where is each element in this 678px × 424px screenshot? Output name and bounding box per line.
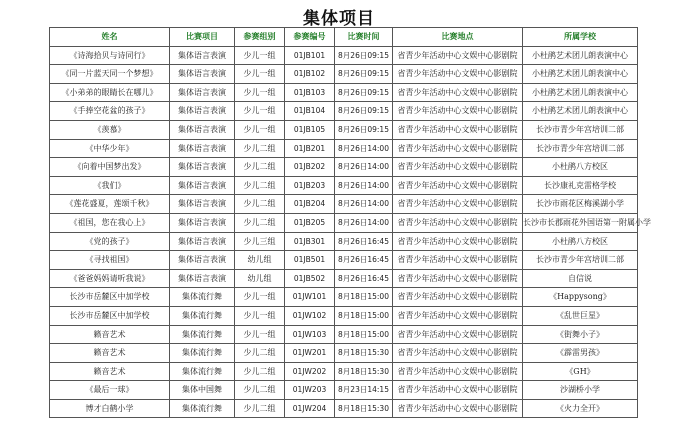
cell-school: 小杜鹃艺术团儿朗表演中心 — [523, 65, 638, 84]
cell-time: 8月26日09:15 — [335, 83, 393, 102]
cell-time: 8月18日15:30 — [335, 344, 393, 363]
cell-name: 《羡慕》 — [50, 120, 170, 139]
cell-group: 少儿一组 — [235, 102, 285, 121]
cell-name: 《莲花盛夏，莲颂千秋》 — [50, 195, 170, 214]
cell-school: 小杜鹃艺术团儿朗表演中心 — [523, 102, 638, 121]
cell-name: 籁音艺术 — [50, 362, 170, 381]
cell-time: 8月26日09:15 — [335, 46, 393, 65]
cell-event: 集体语言表演 — [170, 120, 235, 139]
table-row — [50, 139, 638, 158]
cell-time: 8月26日16:45 — [335, 269, 393, 288]
column-header-number: 参赛编号 — [285, 28, 335, 47]
cell-group: 少儿二组 — [235, 139, 285, 158]
cell-number: 01JB102 — [285, 65, 335, 84]
cell-name: 《最后一球》 — [50, 381, 170, 400]
cell-number: 01JB301 — [285, 232, 335, 251]
cell-time: 8月18日15:00 — [335, 306, 393, 325]
table-row — [50, 381, 638, 400]
cell-venue: 省青少年活动中心文娱中心影剧院 — [393, 176, 523, 195]
cell-number: 01JB205 — [285, 213, 335, 232]
cell-name: 《我们》 — [50, 176, 170, 195]
cell-venue: 省青少年活动中心文娱中心影剧院 — [393, 344, 523, 363]
cell-venue: 省青少年活动中心文娱中心影剧院 — [393, 120, 523, 139]
cell-time: 8月26日16:45 — [335, 232, 393, 251]
cell-venue: 省青少年活动中心文娱中心影剧院 — [393, 83, 523, 102]
cell-time: 8月26日16:45 — [335, 251, 393, 270]
cell-name: 长沙市岳麓区中加学校 — [50, 306, 170, 325]
cell-school: 沙湖桥小学 — [523, 381, 638, 400]
cell-name: 《小弟弟的眼睛长在哪儿》 — [50, 83, 170, 102]
table-row — [50, 269, 638, 288]
cell-venue: 省青少年活动中心文娱中心影剧院 — [393, 251, 523, 270]
cell-venue: 省青少年活动中心文娱中心影剧院 — [393, 102, 523, 121]
table-row — [50, 120, 638, 139]
cell-number: 01JB104 — [285, 102, 335, 121]
cell-venue: 省青少年活动中心文娱中心影剧院 — [393, 399, 523, 418]
cell-school: 自信说 — [523, 269, 638, 288]
cell-time: 8月18日15:30 — [335, 362, 393, 381]
table-row — [50, 288, 638, 307]
table-row — [50, 65, 638, 84]
cell-number: 01JB201 — [285, 139, 335, 158]
cell-name: 《寻找祖国》 — [50, 251, 170, 270]
cell-school: 长沙康礼克雷格学校 — [523, 176, 638, 195]
cell-time: 8月26日09:15 — [335, 120, 393, 139]
cell-name: 籁音艺术 — [50, 325, 170, 344]
cell-name: 《手捧空花盆的孩子》 — [50, 102, 170, 121]
cell-venue: 省青少年活动中心文娱中心影剧院 — [393, 213, 523, 232]
cell-number: 01JW204 — [285, 399, 335, 418]
column-header-school: 所属学校 — [523, 28, 638, 47]
cell-number: 01JW201 — [285, 344, 335, 363]
cell-venue: 省青少年活动中心文娱中心影剧院 — [393, 139, 523, 158]
cell-name: 长沙市岳麓区中加学校 — [50, 288, 170, 307]
results-table — [49, 27, 651, 418]
cell-event: 集体流行舞 — [170, 344, 235, 363]
table-row — [50, 362, 638, 381]
cell-event: 集体流行舞 — [170, 288, 235, 307]
cell-number: 01JB501 — [285, 251, 335, 270]
cell-group: 少儿二组 — [235, 176, 285, 195]
cell-event: 集体语言表演 — [170, 102, 235, 121]
column-header-time: 比赛时间 — [335, 28, 393, 47]
cell-number: 01JB103 — [285, 83, 335, 102]
cell-number: 01JB204 — [285, 195, 335, 214]
table-row — [50, 344, 638, 363]
cell-group: 少儿一组 — [235, 325, 285, 344]
cell-time: 8月26日14:00 — [335, 176, 393, 195]
cell-event: 集体语言表演 — [170, 176, 235, 195]
cell-event: 集体语言表演 — [170, 139, 235, 158]
cell-number: 01JW102 — [285, 306, 335, 325]
cell-group: 幼儿组 — [235, 251, 285, 270]
cell-school: 《乱世巨星》 — [523, 306, 638, 325]
table-header-row — [50, 28, 638, 47]
cell-venue: 省青少年活动中心文娱中心影剧院 — [393, 232, 523, 251]
cell-group: 少儿一组 — [235, 288, 285, 307]
table-row — [50, 306, 638, 325]
cell-event: 集体流行舞 — [170, 306, 235, 325]
cell-school: 《街舞小子》 — [523, 325, 638, 344]
cell-school: 长沙市长郡雨花外国语第一附属小学 — [523, 213, 638, 232]
cell-time: 8月26日14:00 — [335, 195, 393, 214]
cell-event: 集体语言表演 — [170, 232, 235, 251]
cell-school: 小杜鹃八方校区 — [523, 158, 638, 177]
cell-number: 01JB502 — [285, 269, 335, 288]
cell-group: 少儿二组 — [235, 158, 285, 177]
column-header-name: 姓名 — [50, 28, 170, 47]
table-row — [50, 232, 638, 251]
cell-name: 籁音艺术 — [50, 344, 170, 363]
cell-venue: 省青少年活动中心文娱中心影剧院 — [393, 269, 523, 288]
cell-group: 少儿一组 — [235, 306, 285, 325]
cell-name: 《同一片蓝天同一个梦想》 — [50, 65, 170, 84]
cell-venue: 省青少年活动中心文娱中心影剧院 — [393, 46, 523, 65]
table-row — [50, 102, 638, 121]
cell-event: 集体语言表演 — [170, 65, 235, 84]
table-row — [50, 213, 638, 232]
cell-venue: 省青少年活动中心文娱中心影剧院 — [393, 65, 523, 84]
cell-group: 幼儿组 — [235, 269, 285, 288]
page-title: 集体项目 — [303, 9, 375, 29]
cell-school: 长沙市青少年宫培训二部 — [523, 139, 638, 158]
cell-number: 01JB202 — [285, 158, 335, 177]
cell-event: 集体中国舞 — [170, 381, 235, 400]
cell-group: 少儿一组 — [235, 120, 285, 139]
table-row — [50, 195, 638, 214]
cell-group: 少儿二组 — [235, 213, 285, 232]
column-header-event: 比赛项目 — [170, 28, 235, 47]
cell-name: 《向着中国梦出发》 — [50, 158, 170, 177]
cell-school: 小杜鹃八方校区 — [523, 232, 638, 251]
cell-name: 《祖国，您在我心上》 — [50, 213, 170, 232]
cell-venue: 省青少年活动中心文娱中心影剧院 — [393, 381, 523, 400]
cell-time: 8月26日14:00 — [335, 139, 393, 158]
table-row — [50, 251, 638, 270]
cell-venue: 省青少年活动中心文娱中心影剧院 — [393, 288, 523, 307]
cell-group: 少儿二组 — [235, 344, 285, 363]
cell-event: 集体流行舞 — [170, 399, 235, 418]
cell-name: 《中华少年》 — [50, 139, 170, 158]
cell-number: 01JB105 — [285, 120, 335, 139]
cell-group: 少儿一组 — [235, 83, 285, 102]
cell-group: 少儿二组 — [235, 362, 285, 381]
table-row — [50, 325, 638, 344]
cell-group: 少儿一组 — [235, 65, 285, 84]
cell-time: 8月26日09:15 — [335, 102, 393, 121]
cell-venue: 省青少年活动中心文娱中心影剧院 — [393, 306, 523, 325]
cell-name: 《诗海拾贝与诗同行》 — [50, 46, 170, 65]
cell-school: 《GH》 — [523, 362, 638, 381]
cell-number: 01JW202 — [285, 362, 335, 381]
table-row — [50, 158, 638, 177]
table-row — [50, 46, 638, 65]
cell-school: 长沙市青少年宫培训二部 — [523, 251, 638, 270]
cell-group: 少儿二组 — [235, 195, 285, 214]
cell-number: 01JB203 — [285, 176, 335, 195]
cell-time: 8月23日14:15 — [335, 381, 393, 400]
cell-time: 8月26日14:00 — [335, 213, 393, 232]
cell-school: 小杜鹃艺术团儿朗表演中心 — [523, 46, 638, 65]
cell-time: 8月18日15:00 — [335, 325, 393, 344]
table-row — [50, 399, 638, 418]
cell-number: 01JW103 — [285, 325, 335, 344]
cell-event: 集体语言表演 — [170, 213, 235, 232]
cell-number: 01JW203 — [285, 381, 335, 400]
cell-name: 《爸爸妈妈请听我说》 — [50, 269, 170, 288]
cell-time: 8月18日15:00 — [335, 288, 393, 307]
cell-name: 博才白鹤小学 — [50, 399, 170, 418]
cell-school: 长沙市青少年宫培训二部 — [523, 120, 638, 139]
cell-group: 少儿三组 — [235, 232, 285, 251]
cell-name: 《党的孩子》 — [50, 232, 170, 251]
cell-event: 集体语言表演 — [170, 83, 235, 102]
cell-event: 集体流行舞 — [170, 362, 235, 381]
cell-venue: 省青少年活动中心文娱中心影剧院 — [393, 158, 523, 177]
cell-venue: 省青少年活动中心文娱中心影剧院 — [393, 195, 523, 214]
cell-venue: 省青少年活动中心文娱中心影剧院 — [393, 362, 523, 381]
table-row — [50, 176, 638, 195]
cell-time: 8月26日09:15 — [335, 65, 393, 84]
cell-school: 《火力全开》 — [523, 399, 638, 418]
cell-time: 8月26日14:00 — [335, 158, 393, 177]
table-row — [50, 83, 638, 102]
cell-event: 集体语言表演 — [170, 251, 235, 270]
cell-event: 集体流行舞 — [170, 325, 235, 344]
cell-number: 01JW101 — [285, 288, 335, 307]
cell-group: 少儿一组 — [235, 46, 285, 65]
cell-school: 小杜鹃艺术团儿朗表演中心 — [523, 83, 638, 102]
cell-event: 集体语言表演 — [170, 195, 235, 214]
table-body — [50, 46, 651, 418]
cell-event: 集体语言表演 — [170, 269, 235, 288]
cell-event: 集体语言表演 — [170, 46, 235, 65]
cell-number: 01JB101 — [285, 46, 335, 65]
cell-venue: 省青少年活动中心文娱中心影剧院 — [393, 325, 523, 344]
column-header-venue: 比赛地点 — [393, 28, 523, 47]
cell-school: 长沙市雨花区梅溪湖小学 — [523, 195, 638, 214]
cell-group: 少儿二组 — [235, 381, 285, 400]
cell-school: 《Happysong》 — [523, 288, 638, 307]
cell-school: 《霹雷男孩》 — [523, 344, 638, 363]
column-header-group: 参赛组别 — [235, 28, 285, 47]
cell-event: 集体语言表演 — [170, 158, 235, 177]
cell-time: 8月18日15:30 — [335, 399, 393, 418]
cell-group: 少儿二组 — [235, 399, 285, 418]
